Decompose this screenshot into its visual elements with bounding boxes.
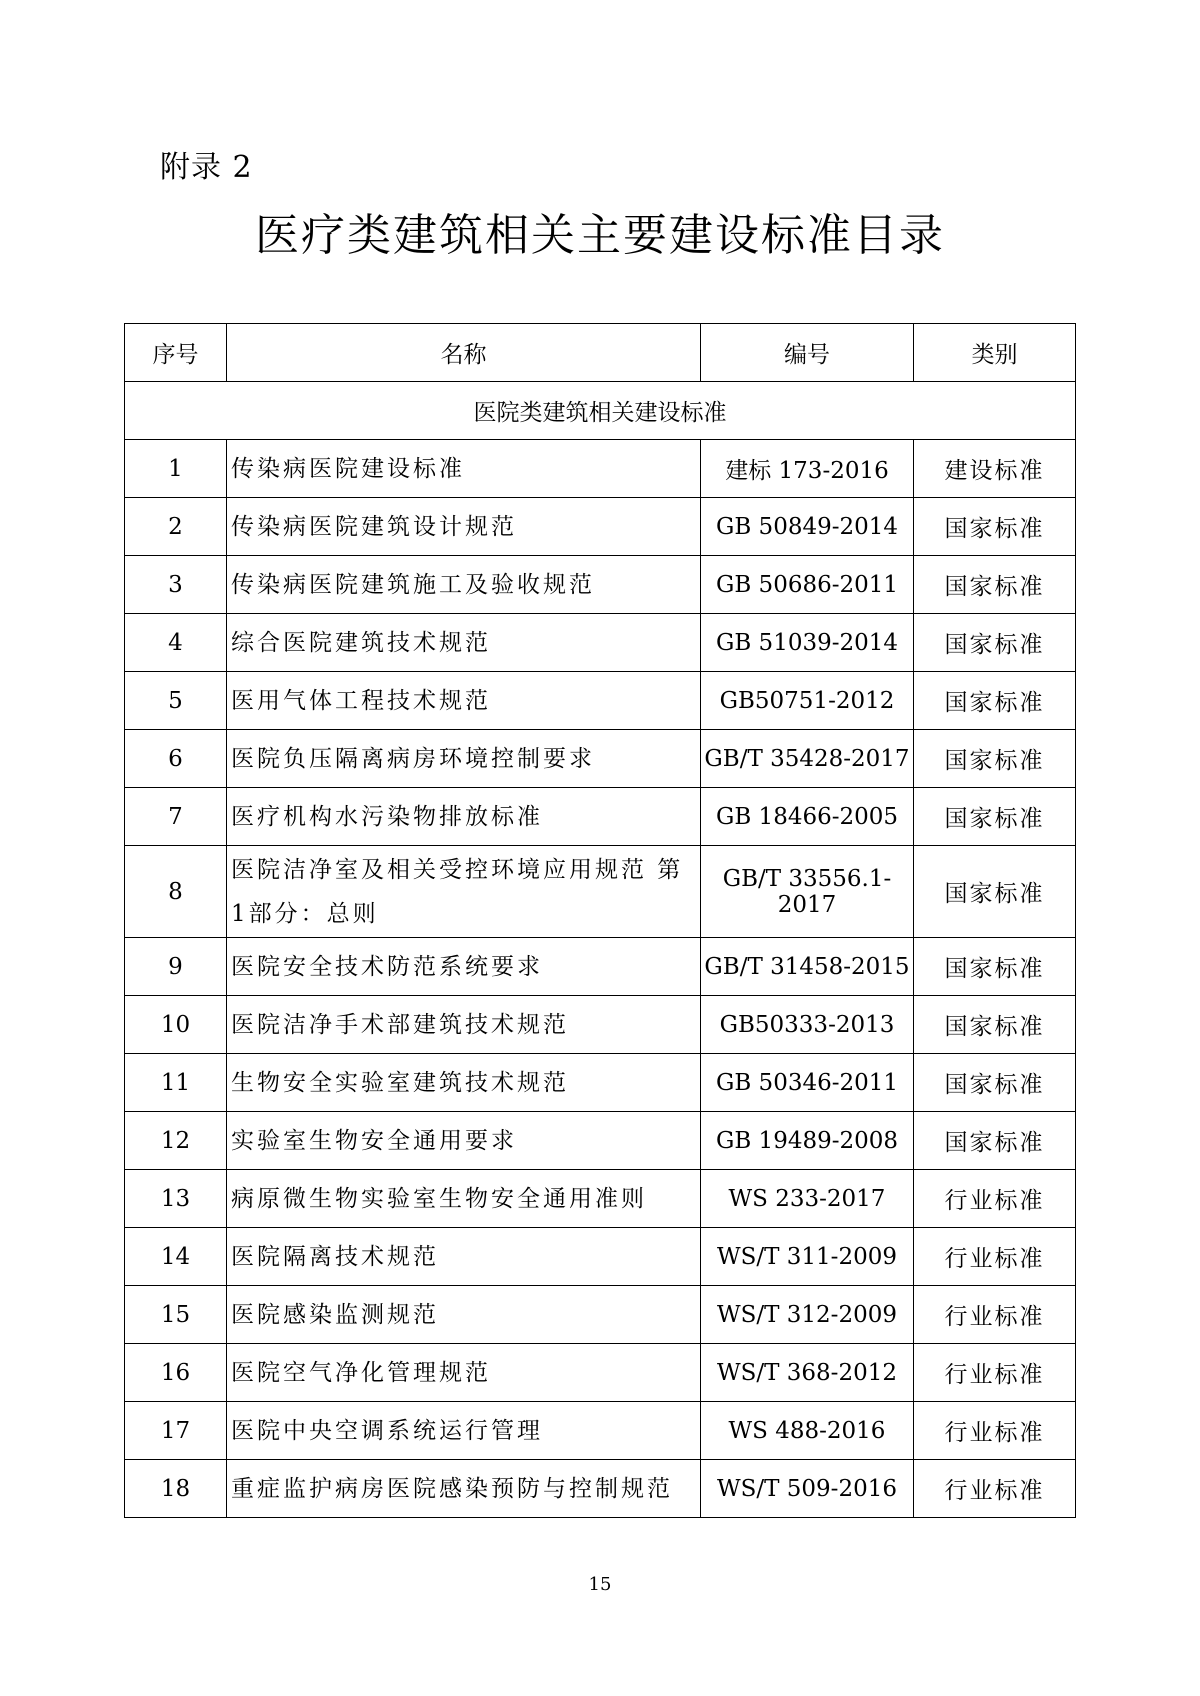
header-code: 编号 <box>701 324 914 382</box>
cell-name: 病原微生物实验室生物安全通用准则 <box>227 1170 701 1228</box>
table-row <box>125 1170 1076 1228</box>
cell-category: 国家标准 <box>914 938 1076 996</box>
cell-category: 国家标准 <box>914 846 1076 938</box>
cell-code: WS/T 368-2012 <box>701 1344 914 1402</box>
cell-code: GB 50849-2014 <box>701 498 914 556</box>
cell-code: WS 488-2016 <box>701 1402 914 1460</box>
cell-seq: 8 <box>125 846 227 938</box>
table-row <box>125 1286 1076 1344</box>
cell-name: 传染病医院建设标准 <box>227 440 701 498</box>
table-row <box>125 1054 1076 1112</box>
header-seq: 序号 <box>125 324 227 382</box>
cell-category: 国家标准 <box>914 1054 1076 1112</box>
cell-code: GB/T 35428-2017 <box>701 730 914 788</box>
cell-name: 重症监护病房医院感染预防与控制规范 <box>227 1460 701 1518</box>
cell-code: GB/T 31458-2015 <box>701 938 914 996</box>
cell-seq: 13 <box>125 1170 227 1228</box>
table-row <box>125 996 1076 1054</box>
cell-seq: 18 <box>125 1460 227 1518</box>
cell-code: GB50751-2012 <box>701 672 914 730</box>
cell-code: GB 19489-2008 <box>701 1112 914 1170</box>
cell-seq: 15 <box>125 1286 227 1344</box>
cell-code: WS 233-2017 <box>701 1170 914 1228</box>
cell-seq: 6 <box>125 730 227 788</box>
cell-code: GB 18466-2005 <box>701 788 914 846</box>
cell-name: 医院感染监测规范 <box>227 1286 701 1344</box>
cell-category: 行业标准 <box>914 1402 1076 1460</box>
cell-name: 传染病医院建筑施工及验收规范 <box>227 556 701 614</box>
cell-code: WS/T 312-2009 <box>701 1286 914 1344</box>
section-title: 医院类建筑相关建设标准 <box>125 382 1076 440</box>
table-row <box>125 1460 1076 1518</box>
table-row <box>125 788 1076 846</box>
standards-table <box>124 323 1076 1518</box>
table-row <box>125 614 1076 672</box>
cell-seq: 12 <box>125 1112 227 1170</box>
cell-name: 医院隔离技术规范 <box>227 1228 701 1286</box>
cell-name: 医院负压隔离病房环境控制要求 <box>227 730 701 788</box>
table-row <box>125 1228 1076 1286</box>
cell-seq: 11 <box>125 1054 227 1112</box>
cell-code: GB 50686-2011 <box>701 556 914 614</box>
cell-category: 建设标准 <box>914 440 1076 498</box>
cell-category: 国家标准 <box>914 1112 1076 1170</box>
table-row <box>125 1402 1076 1460</box>
cell-category: 国家标准 <box>914 556 1076 614</box>
cell-category: 国家标准 <box>914 730 1076 788</box>
cell-seq: 10 <box>125 996 227 1054</box>
cell-seq: 14 <box>125 1228 227 1286</box>
cell-name: 综合医院建筑技术规范 <box>227 614 701 672</box>
cell-code: GB 50346-2011 <box>701 1054 914 1112</box>
cell-category: 行业标准 <box>914 1460 1076 1518</box>
table-row <box>125 556 1076 614</box>
section-row <box>125 382 1076 440</box>
cell-seq: 2 <box>125 498 227 556</box>
table-row <box>125 440 1076 498</box>
cell-category: 行业标准 <box>914 1286 1076 1344</box>
cell-code: WS/T 311-2009 <box>701 1228 914 1286</box>
cell-category: 国家标准 <box>914 672 1076 730</box>
cell-seq: 1 <box>125 440 227 498</box>
cell-seq: 3 <box>125 556 227 614</box>
table-row <box>125 498 1076 556</box>
cell-name: 医院中央空调系统运行管理 <box>227 1402 701 1460</box>
cell-category: 国家标准 <box>914 498 1076 556</box>
table-row <box>125 1344 1076 1402</box>
table-row <box>125 938 1076 996</box>
cell-name: 医院洁净室及相关受控环境应用规范 第1部分：总则 <box>227 846 701 938</box>
cell-name: 生物安全实验室建筑技术规范 <box>227 1054 701 1112</box>
cell-name: 医院安全技术防范系统要求 <box>227 938 701 996</box>
cell-name: 医用气体工程技术规范 <box>227 672 701 730</box>
cell-category: 国家标准 <box>914 788 1076 846</box>
table-row <box>125 1112 1076 1170</box>
cell-code: WS/T 509-2016 <box>701 1460 914 1518</box>
cell-category: 国家标准 <box>914 614 1076 672</box>
cell-name: 医院洁净手术部建筑技术规范 <box>227 996 701 1054</box>
appendix-label: 附录 2 <box>160 150 253 185</box>
cell-category: 国家标准 <box>914 996 1076 1054</box>
cell-code: 建标 173-2016 <box>701 440 914 498</box>
cell-category: 行业标准 <box>914 1170 1076 1228</box>
cell-seq: 5 <box>125 672 227 730</box>
cell-seq: 17 <box>125 1402 227 1460</box>
cell-code: GB/T 33556.1-2017 <box>701 846 914 938</box>
cell-code: GB50333-2013 <box>701 996 914 1054</box>
page-number: 15 <box>588 1574 612 1595</box>
header-name: 名称 <box>227 324 701 382</box>
cell-seq: 9 <box>125 938 227 996</box>
cell-name: 医院空气净化管理规范 <box>227 1344 701 1402</box>
cell-seq: 4 <box>125 614 227 672</box>
cell-category: 行业标准 <box>914 1344 1076 1402</box>
header-category: 类别 <box>914 324 1076 382</box>
cell-code: GB 51039-2014 <box>701 614 914 672</box>
cell-name: 实验室生物安全通用要求 <box>227 1112 701 1170</box>
table-row <box>125 846 1076 938</box>
cell-seq: 7 <box>125 788 227 846</box>
cell-seq: 16 <box>125 1344 227 1402</box>
table-row <box>125 730 1076 788</box>
table-header-row <box>125 324 1076 382</box>
cell-name: 医疗机构水污染物排放标准 <box>227 788 701 846</box>
table-row <box>125 672 1076 730</box>
cell-name: 传染病医院建筑设计规范 <box>227 498 701 556</box>
page-title: 医疗类建筑相关主要建设标准目录 <box>255 210 945 261</box>
cell-category: 行业标准 <box>914 1228 1076 1286</box>
